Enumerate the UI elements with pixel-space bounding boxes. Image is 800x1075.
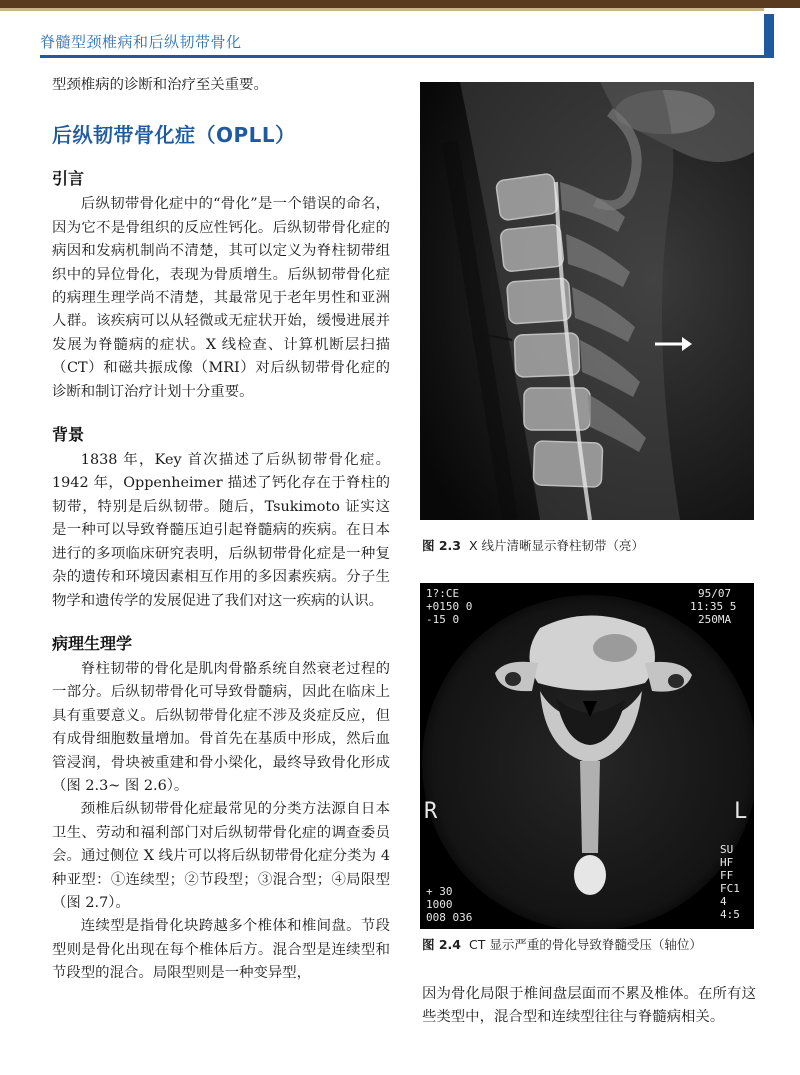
ct-overlay-br-3: FF — [720, 869, 734, 882]
ct-letter-left: R — [424, 799, 438, 824]
subheading-pathophysiology: 病理生理学 — [52, 633, 133, 653]
subheading-background: 背景 — [52, 425, 85, 445]
figure-number-2: 图 2.4 — [422, 937, 461, 952]
ct-overlay-br-4: FC1 — [720, 882, 740, 895]
ct-overlay-br-6: 4:5 — [720, 908, 740, 921]
ct-overlay-br-2: HF — [720, 856, 734, 869]
paragraph-background: 1838 年，Key 首次描述了后纵韧带骨化症。1942 年，Oppenheimer 描述了钙化存在于脊柱的韧带，特别是后纵韧带。随后，Tsukimoto 证实这是一种可以导致脊髓压迫引起脊髓病的疾病。在日本进行的多项临床研究表明，后纵韧带骨化症是一种复杂的遗传和环境因素相互作用的多因素疾病。分子生物学和遗传学的发展促进了我们对这一疾病的认识。 — [52, 452, 390, 609]
ct-overlay-tr-2: 11:35 5 — [690, 600, 737, 613]
figure-caption-1 — [422, 536, 644, 554]
xray-image — [420, 82, 754, 520]
subheading-intro: 引言 — [52, 169, 85, 189]
ct-overlay-tl-1: 1?:CE — [426, 587, 460, 600]
ct-overlay-tr-3: 250MA — [698, 613, 732, 626]
ct-overlay-bl-3: 008 036 — [426, 911, 473, 924]
ct-overlay-bl-1: + 30 — [426, 885, 453, 898]
ct-overlay-tr-1: 95/07 — [698, 587, 732, 600]
figure-caption-2 — [422, 935, 702, 953]
header-rule — [40, 55, 764, 58]
ct-overlay-br-1: SU — [720, 843, 734, 856]
section-title: 后纵韧带骨化症（OPLL） — [52, 123, 296, 148]
header-side-bar — [764, 14, 774, 58]
xray-figure — [420, 82, 754, 520]
ct-figure — [420, 583, 754, 929]
paragraph-pathophysiology-3: 连续型是指骨化块跨越多个椎体和椎间盘。节段型则是骨化出现在每个椎体后方。混合型是连续型和节段型的混合。局限型则是一种变异型， — [52, 918, 390, 982]
intro-line: 型颈椎病的诊断和治疗至关重要。 — [52, 77, 268, 93]
right-column-paragraph: 因为骨化局限于椎间盘层面而不累及椎体。在所有这些类型中，混合型和连续型往往与脊髓病相关。 — [422, 986, 756, 1026]
left-column — [52, 74, 390, 986]
ct-letter-right: L — [734, 799, 748, 824]
figure-number-1: 图 2.3 — [422, 538, 461, 553]
figure-caption-text-2: CT 显示严重的骨化导致脊髓受压（轴位） — [469, 937, 702, 952]
header-accent — [0, 8, 764, 11]
paragraph-intro: 后纵韧带骨化症中的“骨化”是一个错误的命名，因为它不是骨组织的反应性钙化。后纵韧带骨化症的病因和发病机制尚不清楚，其可以定义为脊柱韧带组织中的异位骨化，表现为骨质增生。后纵韧带骨化症的病理生理学尚不清楚，其最常见于老年男性和亚洲人群。该疾病可以从轻微或无症状开始，缓慢进展并发展为脊髓病的症状。X 线检查、计算机断层扫描（CT）和磁共振成像（MRI）对后纵韧带骨化症的诊断和制订治疗计划十分重要。 — [52, 196, 390, 400]
ct-overlay-br-5: 4 — [720, 895, 727, 908]
ct-overlay-tl-3: -15 0 — [426, 613, 460, 626]
paragraph-pathophysiology-1: 脊柱韧带的骨化是肌肉骨骼系统自然衰老过程的一部分。后纵韧带骨化可导致骨髓病，因此在临床上具有重要意义。后纵韧带骨化症不涉及炎症反应，但有成骨细胞数量增加。骨首先在基质中形成，然后血管浸润，骨块被重建和骨小梁化，最终导致骨化形成（图 2.3~ 图 2.6）。 — [52, 660, 390, 794]
ct-overlay-tl-2: +0150 0 — [426, 600, 473, 613]
top-rule — [0, 0, 800, 8]
figure-caption-text-1: X 线片清晰显示脊柱韧带（亮） — [469, 538, 645, 553]
ct-image — [420, 583, 754, 929]
paragraph-pathophysiology-2: 颈椎后纵韧带骨化症最常见的分类方法源自日本卫生、劳动和福利部门对后纵韧带骨化症的调查委员会。通过侧位 X 线片可以将后纵韧带骨化症分类为 4 种亚型：①连续型；②节段型；③混合型；④局限型（图 2.7）。 — [52, 801, 390, 911]
ct-overlay-bl-2: 1000 — [426, 898, 453, 911]
running-head: 脊髓型颈椎病和后纵韧带骨化 — [40, 33, 242, 51]
